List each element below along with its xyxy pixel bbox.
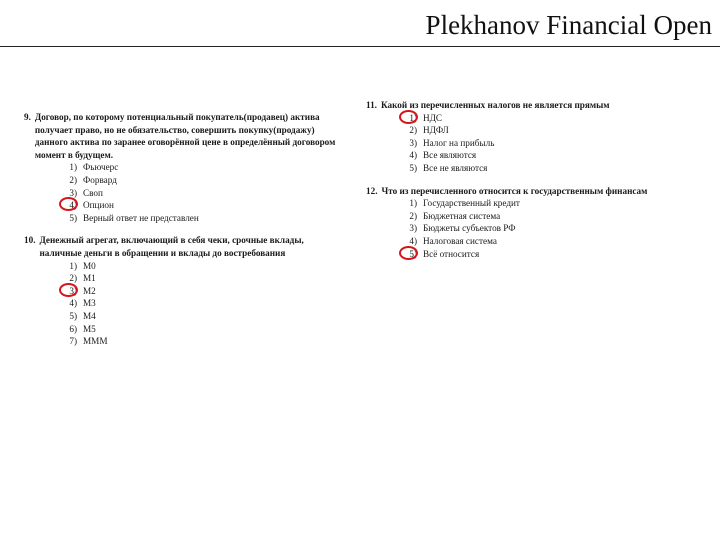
page-title: Plekhanov Financial Open	[425, 10, 712, 40]
question-number: 11.	[366, 100, 377, 110]
option-number: 2)	[409, 210, 417, 221]
option-number: 3)	[69, 187, 77, 198]
option-item[interactable]	[401, 210, 696, 223]
option-label: Всё относится	[423, 248, 480, 259]
option-label: Налог на прибыль	[423, 137, 495, 148]
header-divider	[0, 46, 720, 47]
options-list	[366, 197, 696, 260]
question-text: Что из перечисленного относится к государственным финансам	[381, 185, 648, 196]
option-item[interactable]	[401, 235, 696, 248]
question-number: 12.	[366, 185, 378, 196]
answer-circle-mark	[399, 246, 418, 260]
option-number: 6)	[69, 323, 77, 334]
option-label: М5	[83, 323, 96, 334]
right-column	[366, 99, 696, 270]
option-item[interactable]	[61, 260, 344, 273]
option-number: 4)	[69, 200, 77, 211]
option-number: 1)	[69, 260, 77, 271]
option-number: 5)	[69, 310, 77, 321]
option-number: 2)	[69, 273, 77, 284]
option-number: 7)	[69, 336, 77, 347]
option-number: 3)	[409, 223, 417, 234]
option-label: Верный ответ не представлен	[83, 212, 199, 223]
option-label: Своп	[83, 187, 103, 198]
option-number: 3)	[69, 285, 77, 296]
option-label: Государственный кредит	[423, 198, 520, 209]
option-item-selected[interactable]	[61, 285, 344, 298]
option-label: Налоговая система	[423, 235, 497, 246]
answer-circle-mark	[399, 110, 418, 124]
option-label: М4	[83, 310, 96, 321]
option-item-selected[interactable]	[61, 199, 344, 212]
option-item[interactable]	[401, 162, 696, 175]
option-number: 4)	[409, 150, 417, 161]
option-item[interactable]	[61, 187, 344, 200]
option-label: Все не являются	[423, 162, 488, 173]
option-label: М2	[83, 285, 96, 296]
option-number: 1)	[69, 162, 77, 173]
option-item[interactable]	[61, 335, 344, 348]
option-label: НДС	[423, 112, 443, 123]
option-label: М1	[83, 273, 96, 284]
option-label: Все являются	[423, 150, 477, 161]
option-item[interactable]	[61, 272, 344, 285]
question-number: 10.	[24, 235, 36, 246]
option-item[interactable]	[61, 323, 344, 336]
option-label: Бюджеты субъектов РФ	[423, 223, 516, 234]
question-text: Какой из перечисленных налогов не является прямым	[380, 100, 610, 110]
option-number: 2)	[409, 125, 417, 136]
option-item[interactable]	[401, 149, 696, 162]
option-label: Опцион	[83, 200, 114, 211]
question-text: Денежный агрегат, включающий в себя чеки, срочные вклады, наличные деньги в обращении и вклады до востребования	[39, 235, 304, 258]
option-item[interactable]	[61, 297, 344, 310]
options-list	[366, 112, 696, 175]
question-10	[24, 234, 344, 347]
option-label: Бюджетная система	[423, 210, 501, 221]
question-number: 9.	[24, 112, 31, 122]
question-9	[24, 111, 344, 224]
option-item-selected[interactable]	[401, 248, 696, 261]
option-number: 5)	[69, 212, 77, 223]
option-number: 3)	[409, 137, 417, 148]
option-number: 5)	[409, 162, 417, 173]
option-number: 4)	[69, 298, 77, 309]
option-number: 1)	[409, 112, 417, 123]
answer-circle-mark	[59, 283, 78, 297]
option-label: НДФЛ	[423, 125, 449, 136]
option-item[interactable]	[61, 174, 344, 187]
option-number: 1)	[409, 198, 417, 209]
options-list	[24, 161, 344, 224]
option-item-selected[interactable]	[401, 112, 696, 125]
option-number: 2)	[69, 174, 77, 185]
question-11	[366, 99, 696, 175]
option-item[interactable]	[401, 197, 696, 210]
question-12	[366, 185, 696, 261]
option-number: 4)	[409, 235, 417, 246]
option-item[interactable]	[401, 137, 696, 150]
option-label: М0	[83, 260, 96, 271]
option-label: Форвард	[83, 174, 117, 185]
option-number: 5)	[409, 248, 417, 259]
option-label: М3	[83, 298, 96, 309]
options-list	[24, 260, 344, 348]
option-label: Фьючерс	[83, 162, 119, 173]
left-column	[24, 111, 344, 358]
option-item[interactable]	[61, 310, 344, 323]
option-item[interactable]	[401, 222, 696, 235]
option-label: МММ	[83, 336, 108, 347]
option-item[interactable]	[61, 161, 344, 174]
option-item[interactable]	[401, 124, 696, 137]
question-text: Договор, по которому потенциальный покупатель(продавец) актива получает право, но не обязательство, совершить покупку(продажу) данного актива по заранее оговорённой цене в определённый договором момент в будущем.	[34, 112, 336, 160]
option-item[interactable]	[61, 212, 344, 225]
